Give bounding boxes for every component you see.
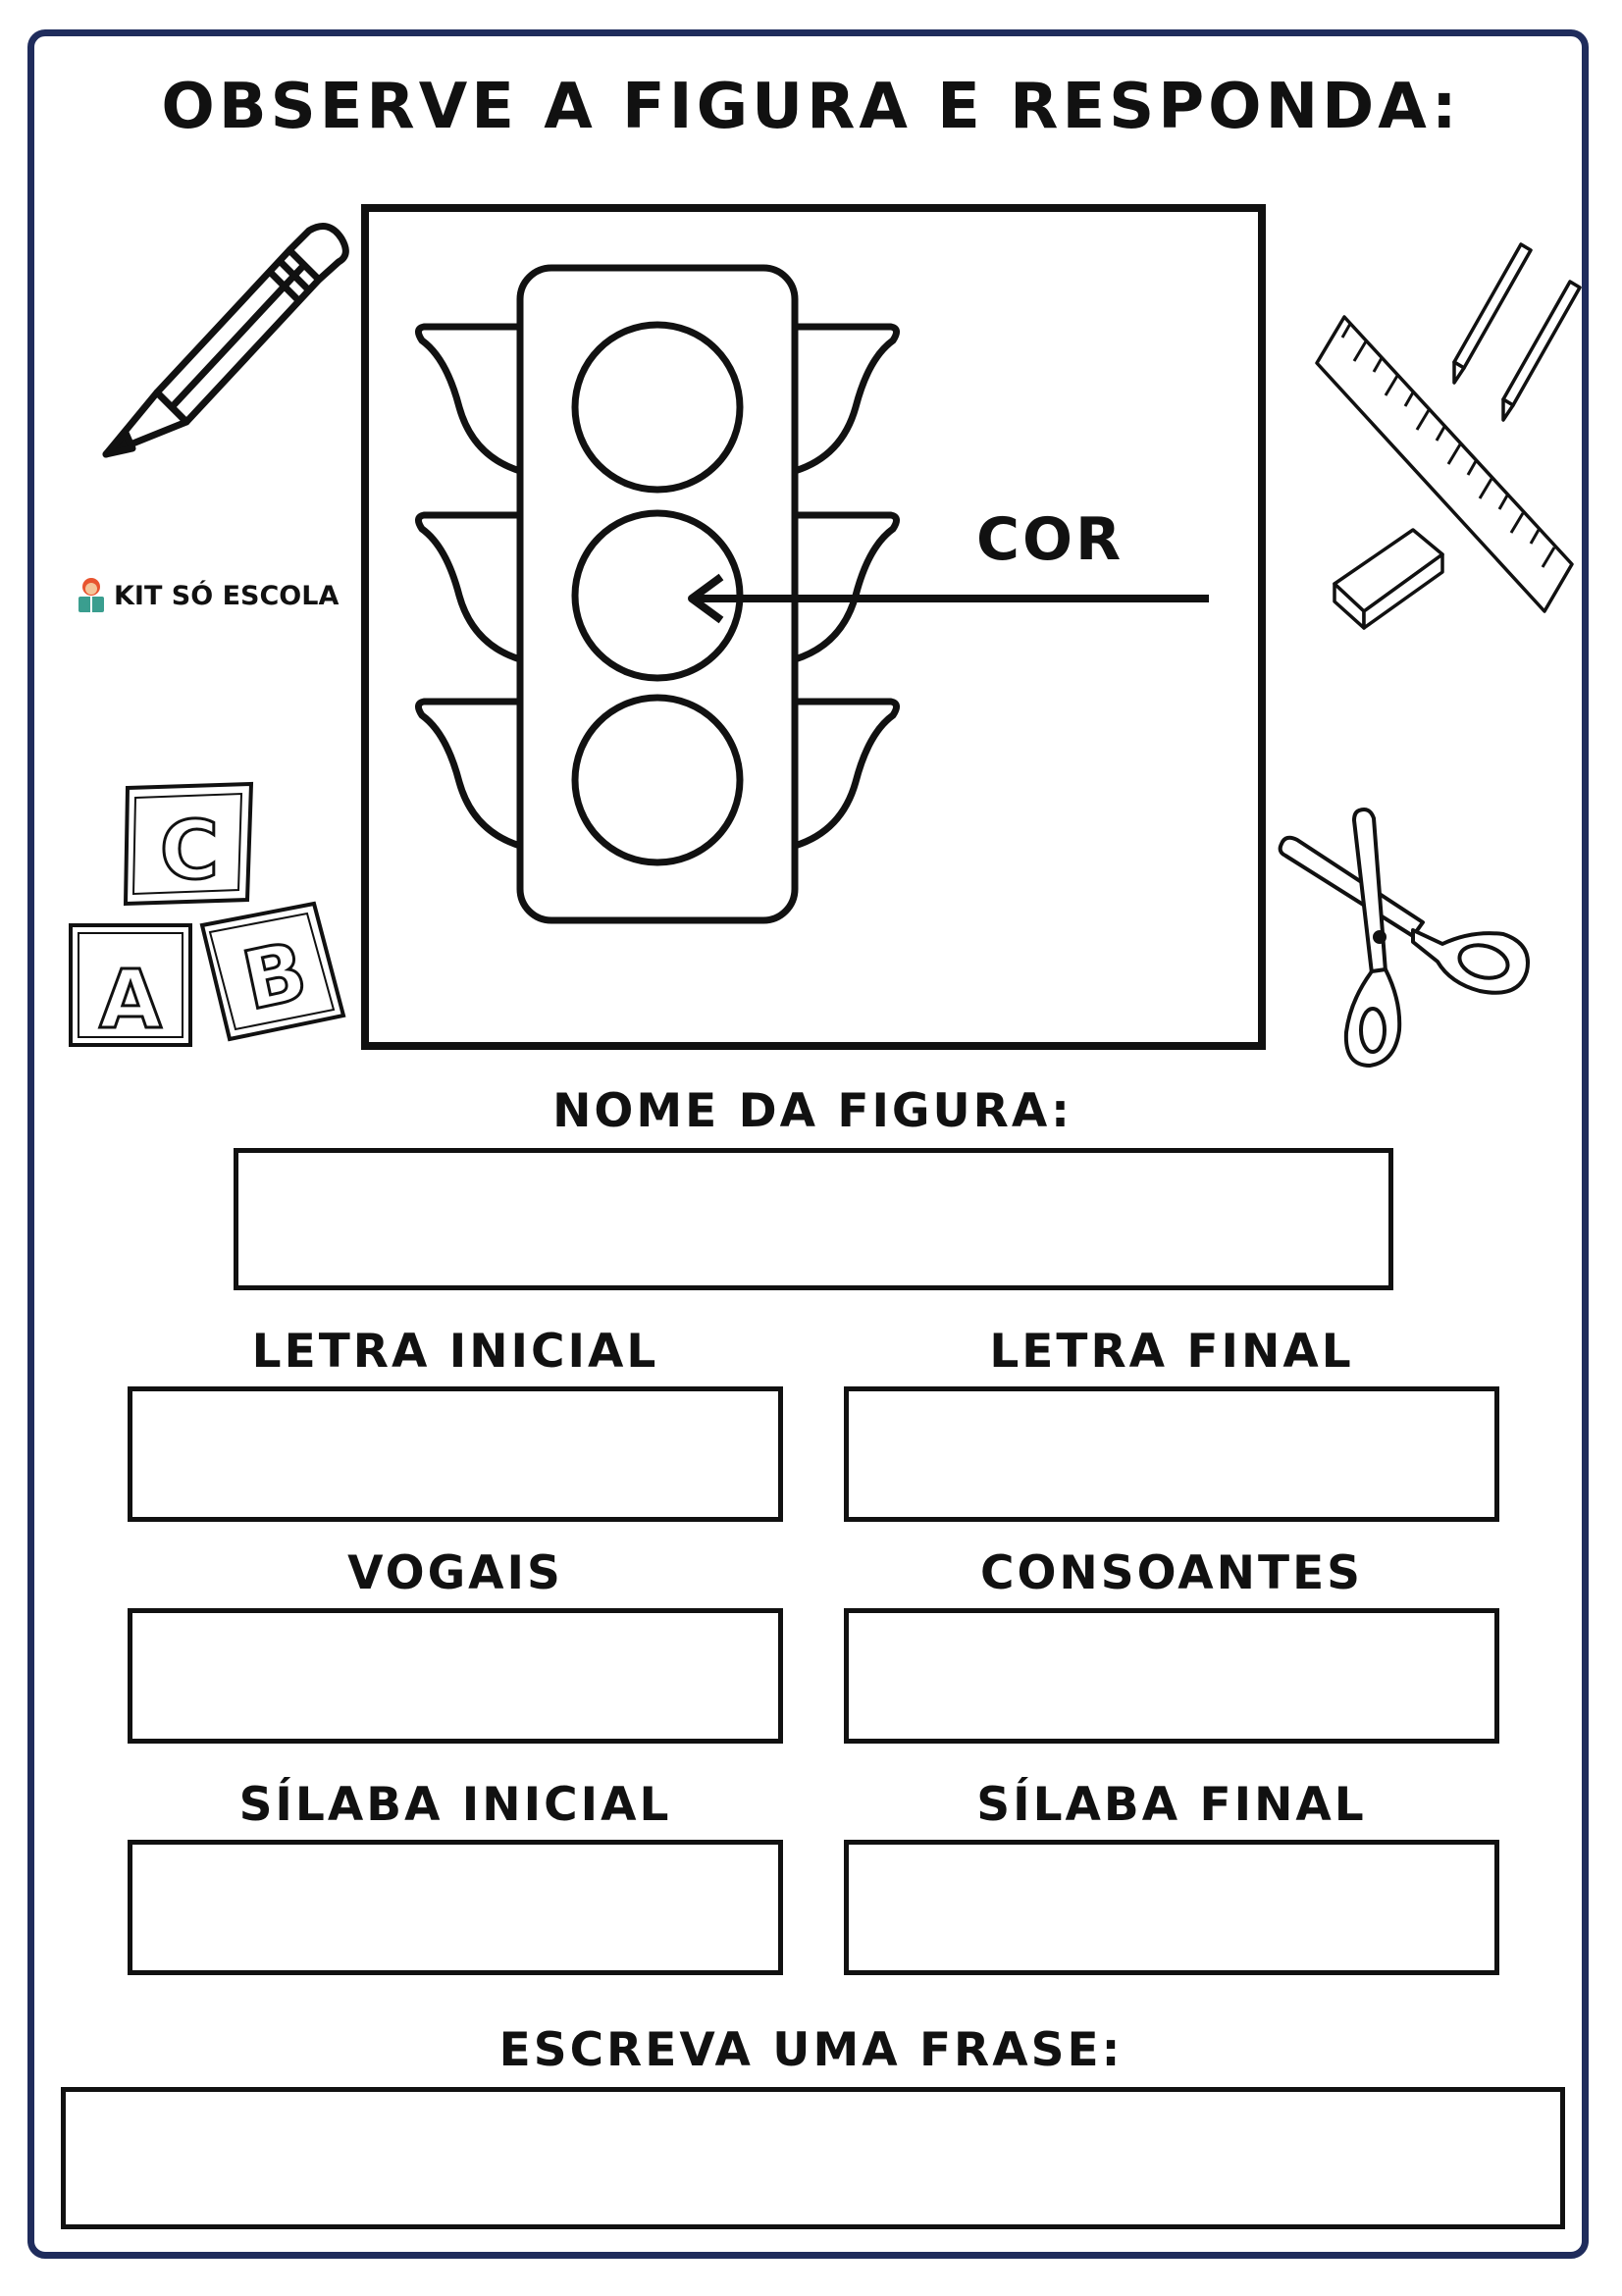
brand-logo [75, 577, 339, 614]
block-letter-b: B [235, 924, 315, 1029]
nome-label: NOME DA FIGURA: [552, 1084, 1073, 1138]
silaba-final-field[interactable] [844, 1840, 1499, 1975]
nome-field[interactable] [234, 1148, 1393, 1290]
alphabet-blocks-icon [67, 780, 351, 1055]
brand-text: KIT SÓ ESCOLA [114, 580, 340, 611]
ruler-pencils-eraser-icon [1305, 240, 1590, 643]
silaba-inicial-label: SÍLABA INICIAL [238, 1778, 672, 1832]
vogais-label: VOGAIS [347, 1546, 563, 1600]
reading-child-icon [75, 577, 108, 614]
frase-field[interactable] [61, 2087, 1565, 2229]
letra-inicial-field[interactable] [128, 1386, 783, 1522]
pencil-icon [98, 201, 363, 466]
letra-final-label: LETRA FINAL [989, 1325, 1354, 1379]
scissors-icon [1276, 805, 1541, 1074]
silaba-inicial-field[interactable] [128, 1840, 783, 1975]
pointer-label: COR [976, 505, 1125, 574]
page-title: OBSERVE A FIGURA E RESPONDA: [161, 71, 1461, 143]
block-letter-a: A [99, 954, 162, 1047]
frase-label: ESCREVA UMA FRASE: [498, 2023, 1124, 2077]
letra-final-field[interactable] [844, 1386, 1499, 1522]
consoantes-label: CONSOANTES [979, 1546, 1364, 1600]
vogais-field[interactable] [128, 1608, 783, 1744]
consoantes-field[interactable] [844, 1608, 1499, 1744]
letra-inicial-label: LETRA INICIAL [251, 1325, 659, 1379]
pointer-arrow [682, 569, 1212, 628]
block-letter-c: C [159, 805, 220, 898]
silaba-final-label: SÍLABA FINAL [976, 1778, 1367, 1832]
